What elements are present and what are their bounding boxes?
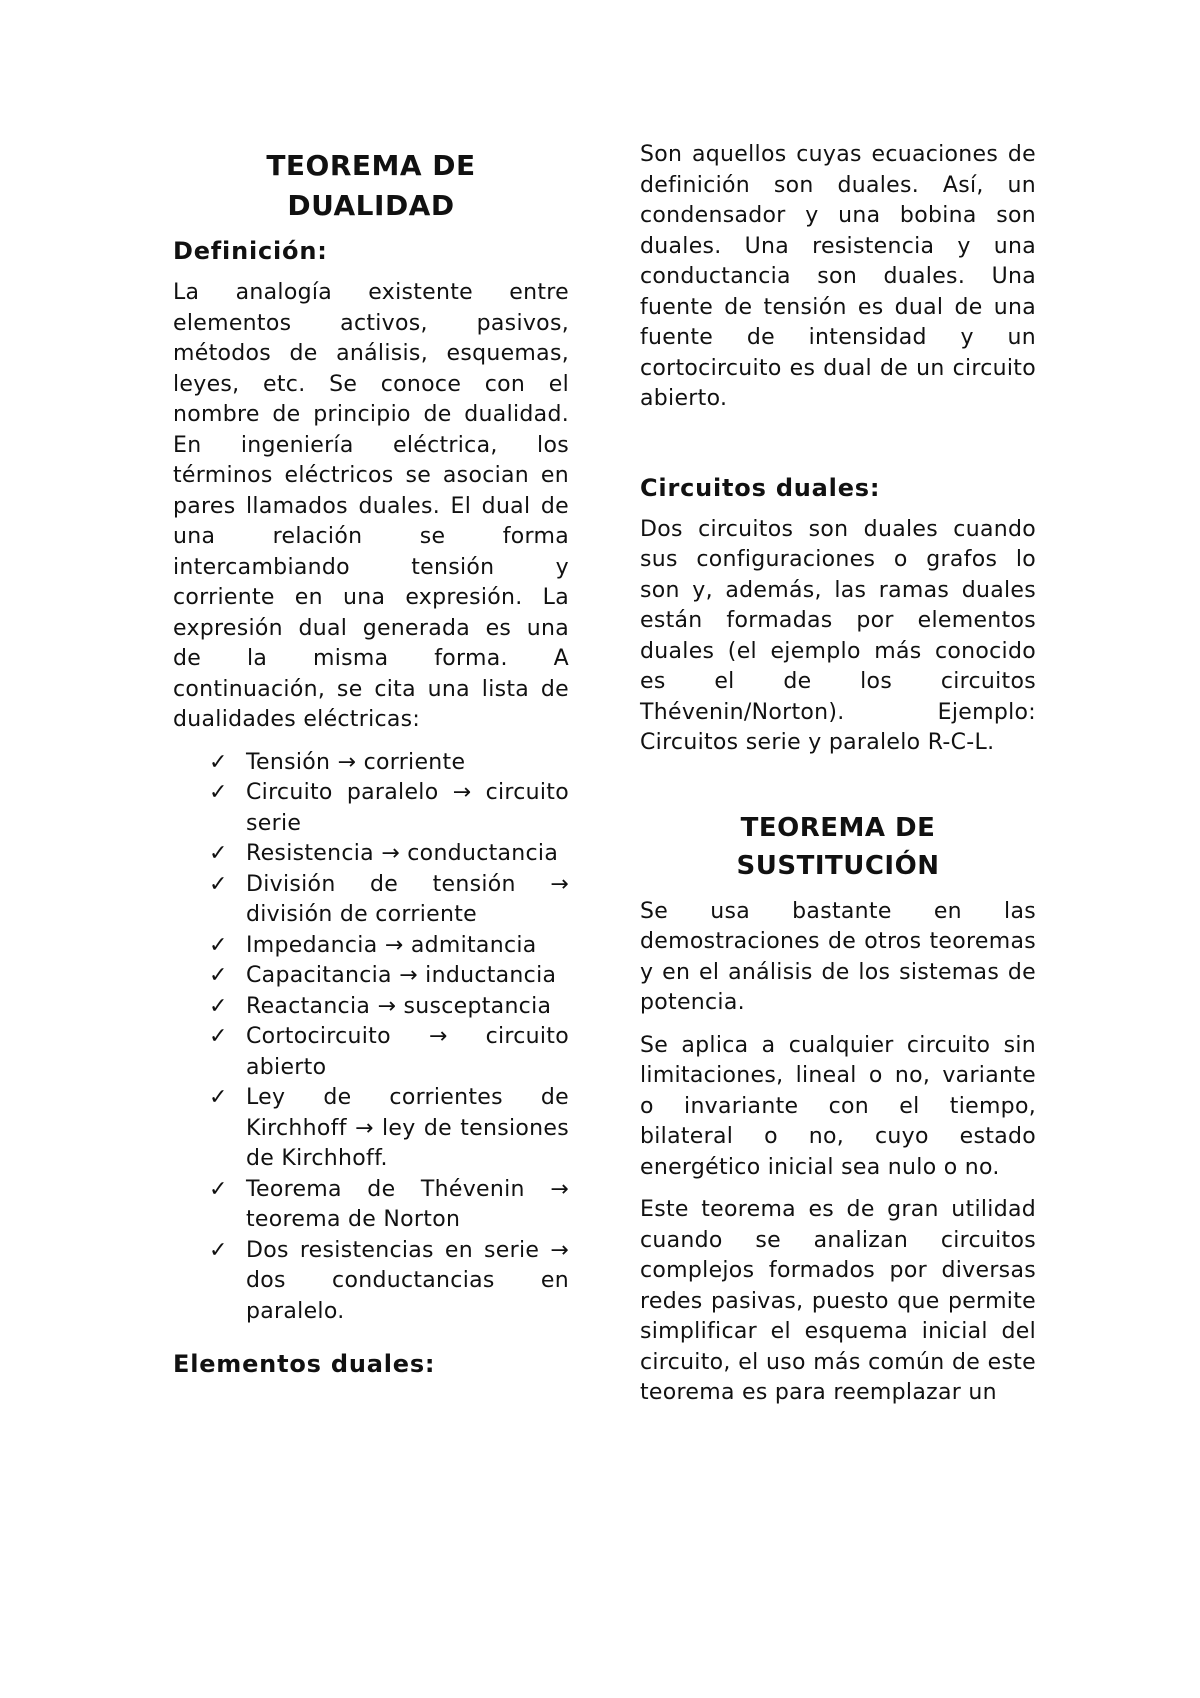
list-item — [173, 870, 569, 931]
definition-text: La analogía existente entre elementos activos, pasivos, métodos de análisis, esquemas, leyes, etc. Se conoce con el nombre de principio de dualidad. En ingeniería eléctrica, los términos eléctricos se asocian en pares llamados duales. El dual de una relación se forma intercambiando tensión y corriente en una expresión. La expresión dual generada es una de la misma forma. A continuación, se cita una lista de dualidades eléctricas: — [173, 280, 569, 732]
list-item-text: Tensión → corriente — [246, 749, 466, 775]
dual-elements-heading: Elementos duales: — [173, 1350, 436, 1378]
check-icon: ✓ — [209, 1085, 228, 1110]
list-item — [173, 931, 569, 962]
check-icon: ✓ — [209, 1237, 228, 1263]
dualities-list — [173, 748, 569, 1328]
list-item-text: Resistencia → conductancia — [246, 841, 559, 866]
list-item-text: Teorema de Thévenin → teorema de Norton — [246, 1176, 569, 1232]
list-item-text: Dos resistencias en serie → dos conductancias en paralelo. — [246, 1237, 569, 1324]
check-icon: ✓ — [209, 871, 228, 897]
substitution-paragraph-1: Se usa bastante en las demostraciones de otros teoremas y en el análisis de los sistemas de potencia. — [640, 898, 1036, 1015]
dual-circuits-text: Dos circuitos son duales cuando sus configuraciones o grafos lo son y, además, las ramas duales están formadas por elementos duales (el ejemplo más conocido es el de los circuitos Thévenin/Norton). Ejemplo: Circuitos serie y paralelo R-C-L. — [640, 516, 1036, 755]
document-title: TEOREMA DE DUALIDAD — [266, 149, 476, 222]
dual-elements-text: Son aquellos cuyas ecuaciones de definición son duales. Así, un condensador y una bobina son duales. Una resistencia y una conductancia son duales. Una fuente de tensión es dual de una fuente de intensidad y un cortocircuito es dual de un circuito abierto. — [640, 142, 1036, 411]
list-item — [173, 961, 569, 992]
list-item — [173, 992, 569, 1023]
list-item — [173, 1083, 569, 1175]
list-item-text: Cortocircuito → circuito abierto — [246, 1024, 569, 1080]
check-icon: ✓ — [209, 932, 228, 958]
check-icon: ✓ — [209, 993, 228, 1019]
check-icon: ✓ — [209, 749, 228, 775]
check-icon: ✓ — [209, 841, 228, 866]
right-column — [640, 140, 1036, 1421]
list-item-text: Circuito paralelo → circuito serie — [246, 780, 569, 836]
check-icon: ✓ — [209, 780, 228, 805]
check-icon: ✓ — [209, 963, 228, 988]
left-column — [173, 146, 569, 1391]
list-item — [173, 1175, 569, 1236]
substitution-paragraph-3: Este teorema es de gran utilidad cuando se analizan circuitos complejos formados por diversas redes pasivas, puesto que permite simplificar el esquema inicial del circuito, el uso más común de este teorema es para reemplazar un — [640, 1197, 1036, 1405]
check-icon: ✓ — [209, 1024, 228, 1049]
list-item-text: Reactancia → susceptancia — [246, 993, 552, 1019]
substitution-paragraph-2: Se aplica a cualquier circuito sin limitaciones, lineal o no, variante o invariante con el tiempo, bilateral o no, cuyo estado energético inicial sea nulo o no. — [640, 1032, 1036, 1180]
list-item-text: Capacitancia → inductancia — [246, 963, 557, 988]
list-item — [173, 748, 569, 779]
check-icon: ✓ — [209, 1176, 228, 1202]
dual-circuits-heading: Circuitos duales: — [640, 473, 881, 502]
list-item — [173, 778, 569, 839]
list-item-text: División de tensión → división de corriente — [246, 871, 569, 927]
list-item — [173, 1236, 569, 1328]
list-item — [173, 1022, 569, 1083]
substitution-title: TEOREMA DE SUSTITUCIÓN — [736, 812, 940, 881]
list-item — [173, 839, 569, 870]
list-item-text: Ley de corrientes de Kirchhoff → ley de tensiones de Kirchhoff. — [246, 1085, 569, 1171]
list-item-text: Impedancia → admitancia — [246, 932, 537, 958]
definition-heading: Definición: — [173, 237, 328, 265]
